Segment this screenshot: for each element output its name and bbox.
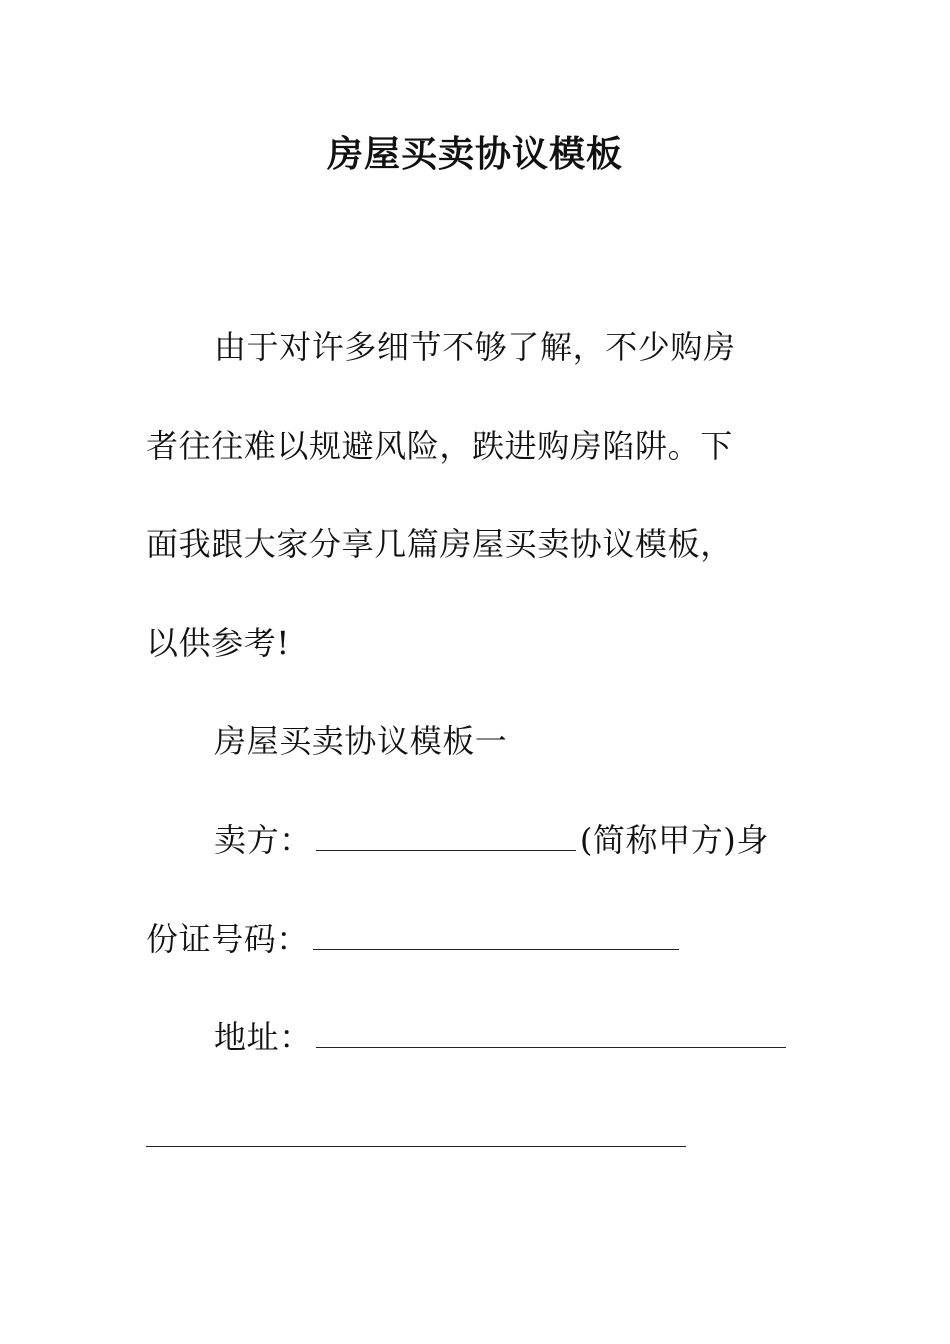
address-continuation-line — [146, 1087, 796, 1186]
intro-line-2: 者往往难以规避风险，跌进购房陷阱。下 — [146, 426, 733, 465]
seller-label: 卖方： — [214, 820, 312, 859]
seller-line — [146, 791, 796, 890]
document-title: 房屋买卖协议模板 — [326, 133, 623, 175]
section-heading: 房屋买卖协议模板一 — [214, 722, 508, 761]
address-label: 地址： — [214, 1018, 312, 1057]
seller-suffix: (简称甲方)身 — [579, 820, 769, 859]
intro-line-1: 由于对许多细节不够了解，不少购房 — [214, 328, 736, 366]
address-line — [146, 988, 796, 1087]
id-number-blank — [313, 927, 679, 950]
id-label: 份证号码： — [146, 919, 310, 958]
address-blank — [316, 1025, 786, 1048]
id-line — [146, 890, 796, 989]
document-body — [146, 298, 796, 1185]
intro-line-4: 以供参考! — [146, 623, 290, 662]
intro-line-3: 面我跟大家分享几篇房屋买卖协议模板， — [146, 525, 733, 564]
seller-name-blank — [316, 828, 576, 851]
address-continuation-blank — [146, 1124, 686, 1147]
